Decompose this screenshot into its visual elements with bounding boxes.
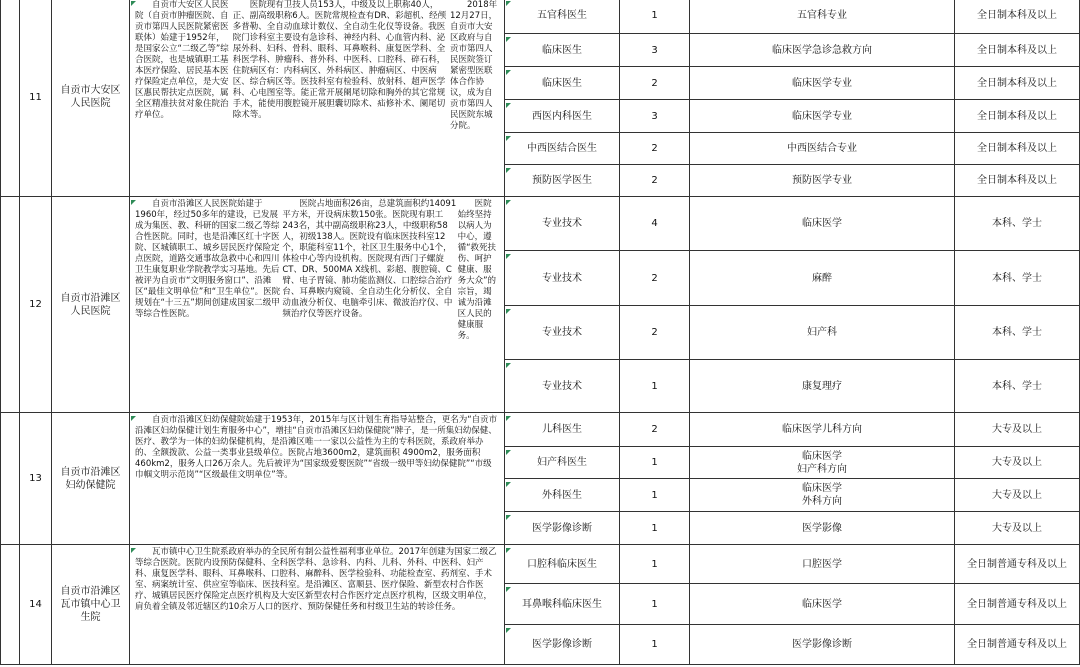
position-major: 临床医学儿科方向 — [690, 413, 955, 447]
position-education: 本科、学士 — [955, 197, 1080, 251]
position-count: 1 — [620, 625, 690, 665]
position-major: 临床医学 外科方向 — [690, 479, 955, 512]
comment-marker-icon — [506, 587, 511, 592]
position-major: 预防医学专业 — [690, 165, 955, 197]
position-major: 口腔医学 — [690, 545, 955, 584]
hospital-name: 自贡市沿滩区人民医院 — [52, 197, 130, 413]
position-title: 口腔科临床医生 — [505, 545, 620, 584]
position-count: 1 — [620, 584, 690, 625]
comment-marker-icon — [506, 168, 511, 173]
position-count: 3 — [620, 100, 690, 133]
position-title: 五官科医生 — [505, 0, 620, 34]
position-title: 中西医结合医生 — [505, 133, 620, 165]
position-major: 麻醉 — [690, 251, 955, 306]
position-title: 专业技术 — [505, 197, 620, 251]
position-title: 医学影像诊断 — [505, 512, 620, 545]
position-count: 4 — [620, 197, 690, 251]
comment-marker-icon — [506, 254, 511, 259]
position-major: 医学影像诊断 — [690, 625, 955, 665]
position-education: 全日制普通专科及以上 — [955, 625, 1080, 665]
comment-marker-icon — [506, 515, 511, 520]
hospital-description — [130, 545, 505, 665]
position-major: 临床医学专业 — [690, 100, 955, 133]
description-paragraph: 医院现有卫技人员153人，中级及以上职称40人，正、副高级职称6人。医院常规检查有DR、彩超机、经颅多普勒、全自动血球计数仪、全自动生化仪等设备。我医院门诊科室主要设有急诊科、神经内科、心血管内科、泌尿外科、妇科、骨科、眼科、耳鼻喉科、康复医学科、全科医学科、肿瘤科、普外科、中医科、口腔科、碎石科，住院病区有：内科病区、外科病区、肿瘤病区、中医病区、综合病区等。医技科室有检验科、放射科、超声医学科、心电图室等。能正常开展阑尾切除和胸外的其它常规手术，能使用腹腔镜开展胆囊切除术、疝修补术、阑尾切除术等。 — [232, 0, 447, 120]
position-education: 大专及以上 — [955, 479, 1080, 512]
position-education: 全日制本科及以上 — [955, 34, 1080, 67]
hospital-name: 自贡市沿滩区妇幼保健院 — [52, 413, 130, 545]
position-count: 1 — [620, 360, 690, 413]
position-major: 妇产科 — [690, 306, 955, 360]
hospital-description — [130, 413, 505, 545]
description-paragraph: 2018年12月27日，自贡市大安区政府与自贡市第四人民医院签订紧密型医联体合作协议，成为自贡市第四人民医院东城分院。 — [449, 0, 498, 131]
comment-marker-icon — [506, 363, 511, 368]
position-major: 临床医学 — [690, 197, 955, 251]
position-major: 医学影像 — [690, 512, 955, 545]
position-major: 中西医结合专业 — [690, 133, 955, 165]
comment-marker-icon — [506, 1, 511, 6]
comment-marker-icon — [506, 628, 511, 633]
description-paragraph: 瓦市镇中心卫生院系政府举办的全民所有制公益性福利事业单位。2017年创建为国家二级乙等综合医院。医院内设预防保健科、全科医学科、急诊科、内科、儿科、外科、中医科、妇产科、康复医学科、眼科、耳鼻喉科、口腔科、麻醉科、医学检验科、功能检查室、药剂室、手术室、病案统计室、供应室等临床、医技科室。是沿滩区、富顺县、医疗保险、新型农村合作医疗、城镇居民医疗保险定点医疗机构及大安区新型农村合作医疗定点医疗机构，区级文明单位，肩负着全镇及邻近辖区约10余万人口的医疗、预防保健任务和村级卫生站的转诊任务。 — [135, 547, 497, 612]
position-count: 2 — [620, 165, 690, 197]
row-gutter — [0, 0, 20, 197]
position-major: 临床医学 妇产科方向 — [690, 447, 955, 479]
position-title: 妇产科医生 — [505, 447, 620, 479]
position-education: 全日制本科及以上 — [955, 133, 1080, 165]
position-title: 医学影像诊断 — [505, 625, 620, 665]
comment-marker-icon — [506, 548, 511, 553]
comment-marker-icon — [506, 482, 511, 487]
row-number: 12 — [20, 197, 52, 413]
position-major: 临床医学 — [690, 584, 955, 625]
comment-marker-icon — [506, 309, 511, 314]
row-number: 11 — [20, 0, 52, 197]
comment-marker-icon — [506, 200, 511, 205]
comment-marker-icon — [131, 416, 136, 421]
position-title: 西医内科医生 — [505, 100, 620, 133]
row-gutter — [0, 545, 20, 665]
row-number: 14 — [20, 545, 52, 665]
position-education: 本科、学士 — [955, 306, 1080, 360]
position-title: 儿科医生 — [505, 413, 620, 447]
description-paragraph: 医院占地面积26亩，总建筑面积约14091平方米，开设病床数150张。医院现有职工243名，其中副高级职称23人，中级职称58人，初级138人。医院设有临床医技科室12个，职能科室11个，社区卫生服务中心1个，体检中心等内设机构。医院现有西门子螺旋CT、DR、500MA X线机、彩超、腹腔镜、C臂、电子胃镜、肺功能监测仪、口腔综合治疗台、耳鼻喉内窥镜、全自动生化分析仪、全自动血液分析仪、电脑牵引床、微波治疗仪、中频治疗仪等医疗设备。 — [282, 199, 457, 319]
position-count: 2 — [620, 133, 690, 165]
position-title: 预防医学医生 — [505, 165, 620, 197]
description-paragraph: 自贡市沿滩区妇幼保健院始建于1953年，2015年与区计划生育指导站整合，更名为“自贡市沿滩区妇幼保健计划生育服务中心”，增挂“自贡市沿滩区妇幼保健院”牌子，是一所集妇幼保健、医疗、教学为一体的妇幼保健机构，是沿滩区唯一一家以公益性为主的专科医院，系政府举办的、全额拨款、公益一类事业县级单位。医院占地3600m2，建筑面积 4900m2，服务面积460km2，服务人口26万余人。先后被评为“国家级爱婴医院”“省级一级甲等妇幼保健院”“市级巾帼文明示范岗”“区级最佳文明单位”等。 — [135, 415, 498, 480]
position-count: 2 — [620, 251, 690, 306]
position-count: 2 — [620, 306, 690, 360]
hospital-description — [130, 197, 505, 413]
position-education: 全日制本科及以上 — [955, 0, 1080, 34]
position-major: 康复理疗 — [690, 360, 955, 413]
position-count: 2 — [620, 67, 690, 100]
position-count: 1 — [620, 447, 690, 479]
row-gutter — [0, 413, 20, 545]
position-title: 外科医生 — [505, 479, 620, 512]
position-education: 全日制本科及以上 — [955, 165, 1080, 197]
position-education: 本科、学士 — [955, 360, 1080, 413]
hospital-description — [130, 0, 505, 197]
position-count: 1 — [620, 0, 690, 34]
position-education: 全日制普通专科及以上 — [955, 545, 1080, 584]
comment-marker-icon — [506, 37, 511, 42]
position-title: 临床医生 — [505, 67, 620, 100]
comment-marker-icon — [506, 70, 511, 75]
position-count: 1 — [620, 512, 690, 545]
position-title: 专业技术 — [505, 360, 620, 413]
comment-marker-icon — [131, 200, 136, 205]
position-title: 耳鼻喉科临床医生 — [505, 584, 620, 625]
position-education: 大专及以上 — [955, 512, 1080, 545]
comment-marker-icon — [131, 1, 136, 6]
position-major: 临床医学急诊急救方向 — [690, 34, 955, 67]
position-title: 专业技术 — [505, 306, 620, 360]
comment-marker-icon — [131, 548, 136, 553]
hospital-name: 自贡市沿滩区瓦市镇中心卫生院 — [52, 545, 130, 665]
comment-marker-icon — [506, 103, 511, 108]
position-count: 2 — [620, 413, 690, 447]
position-education: 全日制普通专科及以上 — [955, 584, 1080, 625]
comment-marker-icon — [506, 136, 511, 141]
position-title: 专业技术 — [505, 251, 620, 306]
description-paragraph: 医院始终坚持以病人为中心，遵循“救死扶伤、呵护健康、服务大众”的宗旨，竭诚为沿滩区人民的健康服务。 — [457, 199, 497, 341]
position-major: 五官科专业 — [690, 0, 955, 34]
hospital-name: 自贡市大安区人民医院 — [52, 0, 130, 197]
comment-marker-icon — [506, 416, 511, 421]
position-education: 本科、学士 — [955, 251, 1080, 306]
position-education: 大专及以上 — [955, 413, 1080, 447]
position-count: 1 — [620, 479, 690, 512]
position-count: 3 — [620, 34, 690, 67]
position-count: 1 — [620, 545, 690, 584]
position-education: 全日制本科及以上 — [955, 100, 1080, 133]
position-education: 全日制本科及以上 — [955, 67, 1080, 100]
position-education: 大专及以上 — [955, 447, 1080, 479]
description-paragraph: 自贡市大安区人民医院（自贡市肿瘤医院、自贡市第四人民医院紧密医联体）始建于1952年，是国家公立“二级乙等”综合医院，也是城镇职工基本医疗保险、居民基本医疗保险定点单位，是大安区惠民帮扶定点医院，属全区精准扶贫对象住院治疗单位。 — [135, 0, 229, 120]
position-title: 临床医生 — [505, 34, 620, 67]
comment-marker-icon — [506, 450, 511, 455]
description-paragraph: 自贡市沿滩区人民医院始建于1960年，经过50多年的建设，已发展成为集医、教、科研的国家二级乙等综合性医院。同时，也是沿滩区红十字医院、区城镇职工、城乡居民医疗保险定点医院，道路交通事故急救中心和四川卫生康复职业学院教学实习基地。先后被评为自贡市“文明服务窗口”、沿滩区“最佳文明单位”和“卫生单位”。医院规划在“十三五”期间创建成国家二级甲等综合性医院。 — [135, 199, 281, 319]
position-major: 临床医学专业 — [690, 67, 955, 100]
row-gutter — [0, 197, 20, 413]
row-number: 13 — [20, 413, 52, 545]
